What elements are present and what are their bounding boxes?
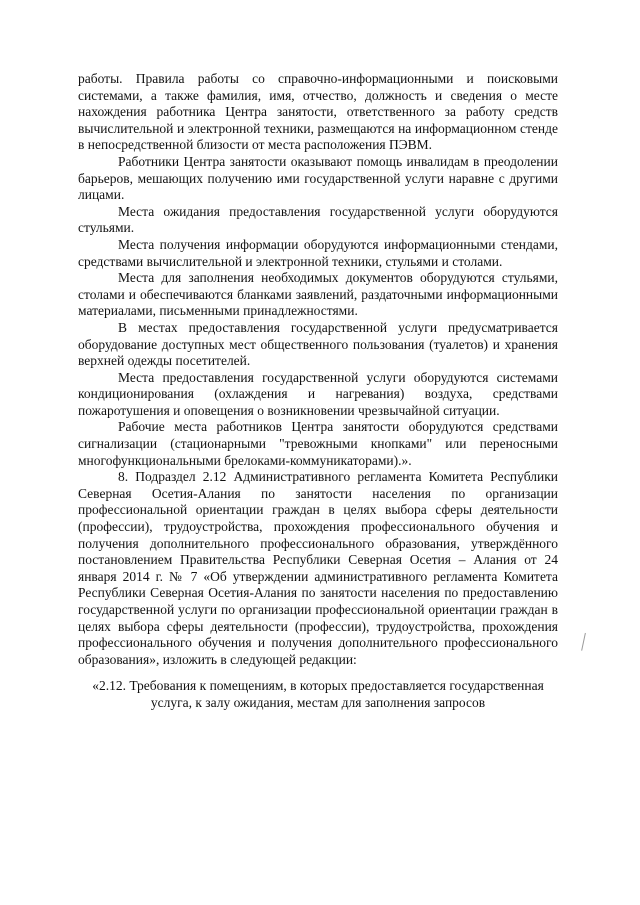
paragraph-section-2-12: «2.12. Требования к помещениям, в которых предоставляется государственная услуга, к залу ожидания, местам для заполнения запросов — [92, 678, 544, 710]
paragraph-alarm: Рабочие места работников Центра занятости оборудуются средствами сигнализации (стационарными "тревожными кнопками" или переносными многофункциональными брелоками-коммуникаторами).». — [78, 419, 558, 468]
paragraph-assistance: Работники Центра занятости оказывают помощь инвалидам в преодолении барьеров, мешающих получению ими государственной услуги наравне с другими лицами. — [78, 153, 558, 203]
paragraph-conditioning: Места предоставления государственной услуги оборудуются системами кондиционирования (охлаждения и нагревания) воздуха, средствами пожаротушения и оповещения о возникновении чрезвычайной ситуации. — [78, 369, 558, 418]
paragraph-continuation: работы. Правила работы со справочно-информационными и поисковыми системами, а также фамилия, имя, отчество, должность и сведения о месте нахождения работника Центра занятости, ответственного за работу средств вычислительной и электронной техники, размещаются на информационном стенде в непосредственной близости от места расположения ПЭВМ. — [78, 71, 558, 153]
document-body — [78, 71, 558, 712]
paragraph-public-facilities: В местах предоставления государственной услуги предусматривается оборудование доступных мест общественного пользования (туалетов) и хранения верхней одежды посетителей. — [78, 319, 558, 369]
paragraph-filling-places: Места для заполнения необходимых документов оборудуются стульями, столами и обеспечиваются бланками заявлений, раздаточными информационными материалами, письменными принадлежностями. — [78, 270, 558, 319]
paragraph-waiting-places: Места ожидания предоставления государственной услуги оборудуются стульями. — [78, 203, 558, 236]
paragraph-item-8: 8. Подраздел 2.12 Административного регламента Комитета Республики Северная Осетия-Алания по занятости населения по организации профессиональной ориентации граждан в целях выбора сферы деятельности (профессии), трудоустройства, прохождения профессионального обучения и получения дополнительного профессионального образования, утверждённого постановлением Правительства Республики Северная Осетия – Алания от 24 января 2014 г. № 7 «Об утверждении административного регламента Комитета Республики Северная Осетия-Алания по занятости населения по предоставлению государственной услуги по организации профессиональной ориентации граждан в целях выбора сферы деятельности (профессии), трудоустройства, прохождения профессионального обучения и получения дополнительного профессионального образования», изложить в следующей редакции: — [78, 469, 558, 667]
paragraph-information-places: Места получения информации оборудуются информационными стендами, средствами вычислительной и электронной техники, стульями и столами. — [78, 236, 558, 269]
margin-mark — [581, 633, 588, 651]
